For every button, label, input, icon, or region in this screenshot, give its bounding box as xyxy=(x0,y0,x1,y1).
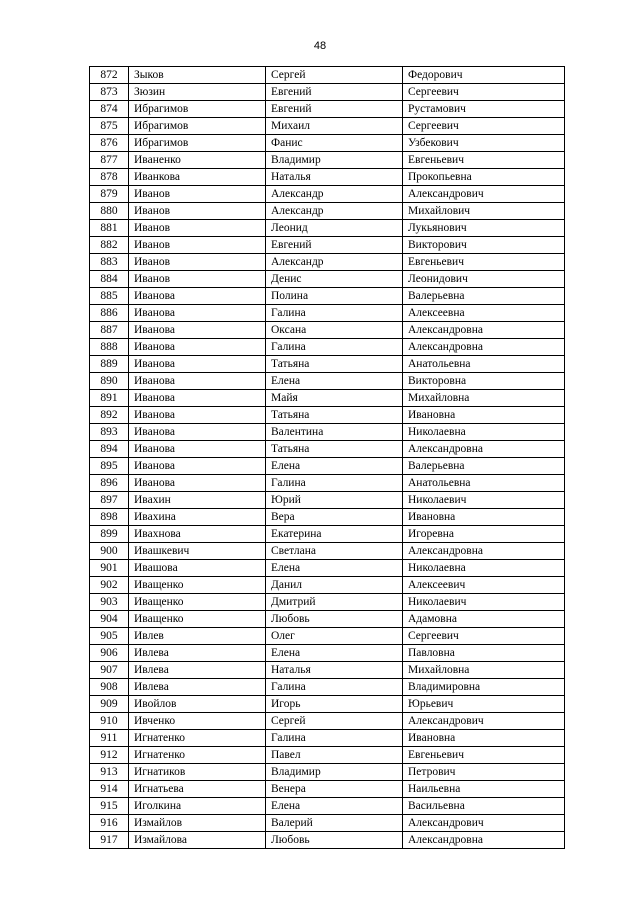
row-number: 916 xyxy=(90,815,129,832)
table-row xyxy=(90,356,565,373)
surname-cell: Ибрагимов xyxy=(129,135,266,152)
patronymic-cell: Николаевич xyxy=(403,594,565,611)
table-row xyxy=(90,526,565,543)
table-row xyxy=(90,730,565,747)
first-name-cell: Татьяна xyxy=(266,441,403,458)
surname-cell: Иванова xyxy=(129,339,266,356)
surname-cell: Иванов xyxy=(129,203,266,220)
patronymic-cell: Александрович xyxy=(403,186,565,203)
patronymic-cell: Михайловна xyxy=(403,662,565,679)
table-row xyxy=(90,628,565,645)
patronymic-cell: Александрович xyxy=(403,713,565,730)
row-number: 908 xyxy=(90,679,129,696)
first-name-cell: Сергей xyxy=(266,713,403,730)
row-number: 872 xyxy=(90,67,129,84)
row-number: 912 xyxy=(90,747,129,764)
patronymic-cell: Николаевна xyxy=(403,424,565,441)
surname-cell: Ивлева xyxy=(129,679,266,696)
table-row xyxy=(90,67,565,84)
surname-cell: Иващенко xyxy=(129,594,266,611)
patronymic-cell: Валерьевна xyxy=(403,458,565,475)
patronymic-cell: Михайловна xyxy=(403,390,565,407)
roster-table xyxy=(89,66,565,849)
surname-cell: Иванова xyxy=(129,373,266,390)
table-row xyxy=(90,645,565,662)
surname-cell: Иванов xyxy=(129,237,266,254)
row-number: 895 xyxy=(90,458,129,475)
first-name-cell: Галина xyxy=(266,339,403,356)
row-number: 901 xyxy=(90,560,129,577)
first-name-cell: Любовь xyxy=(266,832,403,849)
patronymic-cell: Валерьевна xyxy=(403,288,565,305)
table-row xyxy=(90,169,565,186)
table-row xyxy=(90,186,565,203)
surname-cell: Иванова xyxy=(129,458,266,475)
patronymic-cell: Викторович xyxy=(403,237,565,254)
surname-cell: Иванова xyxy=(129,475,266,492)
row-number: 910 xyxy=(90,713,129,730)
surname-cell: Иванова xyxy=(129,424,266,441)
table-row xyxy=(90,509,565,526)
patronymic-cell: Петрович xyxy=(403,764,565,781)
row-number: 888 xyxy=(90,339,129,356)
table-row xyxy=(90,764,565,781)
surname-cell: Иванов xyxy=(129,220,266,237)
patronymic-cell: Рустамович xyxy=(403,101,565,118)
row-number: 891 xyxy=(90,390,129,407)
table-row xyxy=(90,781,565,798)
first-name-cell: Светлана xyxy=(266,543,403,560)
table-row xyxy=(90,747,565,764)
table-row xyxy=(90,458,565,475)
row-number: 911 xyxy=(90,730,129,747)
table-row xyxy=(90,322,565,339)
row-number: 887 xyxy=(90,322,129,339)
table-row xyxy=(90,611,565,628)
first-name-cell: Оксана xyxy=(266,322,403,339)
first-name-cell: Дмитрий xyxy=(266,594,403,611)
row-number: 889 xyxy=(90,356,129,373)
patronymic-cell: Узбекович xyxy=(403,135,565,152)
first-name-cell: Александр xyxy=(266,186,403,203)
row-number: 882 xyxy=(90,237,129,254)
table-row xyxy=(90,237,565,254)
patronymic-cell: Сергеевич xyxy=(403,84,565,101)
first-name-cell: Евгений xyxy=(266,101,403,118)
first-name-cell: Павел xyxy=(266,747,403,764)
first-name-cell: Валентина xyxy=(266,424,403,441)
surname-cell: Иванова xyxy=(129,356,266,373)
surname-cell: Иващенко xyxy=(129,577,266,594)
patronymic-cell: Юрьевич xyxy=(403,696,565,713)
patronymic-cell: Ивановна xyxy=(403,730,565,747)
first-name-cell: Полина xyxy=(266,288,403,305)
row-number: 886 xyxy=(90,305,129,322)
patronymic-cell: Игоревна xyxy=(403,526,565,543)
surname-cell: Ивлев xyxy=(129,628,266,645)
row-number: 892 xyxy=(90,407,129,424)
table-row xyxy=(90,492,565,509)
patronymic-cell: Евгеньевич xyxy=(403,254,565,271)
first-name-cell: Юрий xyxy=(266,492,403,509)
table-row xyxy=(90,798,565,815)
patronymic-cell: Васильевна xyxy=(403,798,565,815)
first-name-cell: Игорь xyxy=(266,696,403,713)
row-number: 880 xyxy=(90,203,129,220)
patronymic-cell: Павловна xyxy=(403,645,565,662)
table-row xyxy=(90,288,565,305)
row-number: 903 xyxy=(90,594,129,611)
first-name-cell: Венера xyxy=(266,781,403,798)
first-name-cell: Данил xyxy=(266,577,403,594)
surname-cell: Ивахнова xyxy=(129,526,266,543)
surname-cell: Иванова xyxy=(129,305,266,322)
first-name-cell: Татьяна xyxy=(266,356,403,373)
patronymic-cell: Леонидович xyxy=(403,271,565,288)
table-row xyxy=(90,543,565,560)
surname-cell: Ивлева xyxy=(129,645,266,662)
row-number: 900 xyxy=(90,543,129,560)
row-number: 905 xyxy=(90,628,129,645)
patronymic-cell: Александровна xyxy=(403,339,565,356)
table-row xyxy=(90,305,565,322)
surname-cell: Иванов xyxy=(129,271,266,288)
surname-cell: Зюзин xyxy=(129,84,266,101)
table-row xyxy=(90,84,565,101)
table-row xyxy=(90,220,565,237)
first-name-cell: Евгений xyxy=(266,84,403,101)
first-name-cell: Вера xyxy=(266,509,403,526)
row-number: 917 xyxy=(90,832,129,849)
row-number: 914 xyxy=(90,781,129,798)
row-number: 913 xyxy=(90,764,129,781)
patronymic-cell: Александровна xyxy=(403,832,565,849)
page-number: 48 xyxy=(313,40,327,52)
table-row xyxy=(90,594,565,611)
surname-cell: Ивченко xyxy=(129,713,266,730)
surname-cell: Ивойлов xyxy=(129,696,266,713)
patronymic-cell: Алексеевич xyxy=(403,577,565,594)
table-row xyxy=(90,815,565,832)
row-number: 898 xyxy=(90,509,129,526)
surname-cell: Игнатенко xyxy=(129,730,266,747)
roster-body xyxy=(90,67,565,849)
patronymic-cell: Александрович xyxy=(403,815,565,832)
table-row xyxy=(90,203,565,220)
row-number: 904 xyxy=(90,611,129,628)
surname-cell: Игнатиков xyxy=(129,764,266,781)
row-number: 915 xyxy=(90,798,129,815)
patronymic-cell: Александровна xyxy=(403,441,565,458)
table-row xyxy=(90,407,565,424)
first-name-cell: Валерий xyxy=(266,815,403,832)
surname-cell: Измайлова xyxy=(129,832,266,849)
row-number: 879 xyxy=(90,186,129,203)
patronymic-cell: Сергеевич xyxy=(403,118,565,135)
patronymic-cell: Ивановна xyxy=(403,509,565,526)
row-number: 884 xyxy=(90,271,129,288)
row-number: 890 xyxy=(90,373,129,390)
row-number: 897 xyxy=(90,492,129,509)
table-row xyxy=(90,135,565,152)
first-name-cell: Елена xyxy=(266,645,403,662)
first-name-cell: Евгений xyxy=(266,237,403,254)
surname-cell: Измайлов xyxy=(129,815,266,832)
patronymic-cell: Александровна xyxy=(403,322,565,339)
row-number: 878 xyxy=(90,169,129,186)
table-row xyxy=(90,475,565,492)
table-row xyxy=(90,441,565,458)
table-row xyxy=(90,271,565,288)
first-name-cell: Елена xyxy=(266,798,403,815)
patronymic-cell: Николаевич xyxy=(403,492,565,509)
first-name-cell: Владимир xyxy=(266,764,403,781)
first-name-cell: Денис xyxy=(266,271,403,288)
patronymic-cell: Александровна xyxy=(403,543,565,560)
surname-cell: Иващенко xyxy=(129,611,266,628)
first-name-cell: Галина xyxy=(266,305,403,322)
row-number: 902 xyxy=(90,577,129,594)
first-name-cell: Екатерина xyxy=(266,526,403,543)
table-row xyxy=(90,679,565,696)
surname-cell: Иванова xyxy=(129,390,266,407)
first-name-cell: Галина xyxy=(266,679,403,696)
patronymic-cell: Анатольевна xyxy=(403,356,565,373)
first-name-cell: Елена xyxy=(266,373,403,390)
row-number: 881 xyxy=(90,220,129,237)
table-row xyxy=(90,118,565,135)
surname-cell: Иголкина xyxy=(129,798,266,815)
first-name-cell: Наталья xyxy=(266,169,403,186)
patronymic-cell: Сергеевич xyxy=(403,628,565,645)
surname-cell: Иванова xyxy=(129,441,266,458)
first-name-cell: Михаил xyxy=(266,118,403,135)
surname-cell: Ибрагимов xyxy=(129,118,266,135)
surname-cell: Игнатьева xyxy=(129,781,266,798)
table-row xyxy=(90,424,565,441)
surname-cell: Иваненко xyxy=(129,152,266,169)
surname-cell: Ибрагимов xyxy=(129,101,266,118)
table-row xyxy=(90,101,565,118)
row-number: 874 xyxy=(90,101,129,118)
patronymic-cell: Михайлович xyxy=(403,203,565,220)
table-row xyxy=(90,254,565,271)
surname-cell: Иванова xyxy=(129,407,266,424)
row-number: 883 xyxy=(90,254,129,271)
first-name-cell: Александр xyxy=(266,203,403,220)
table-row xyxy=(90,577,565,594)
table-row xyxy=(90,832,565,849)
patronymic-cell: Ивановна xyxy=(403,407,565,424)
patronymic-cell: Адамовна xyxy=(403,611,565,628)
surname-cell: Иванова xyxy=(129,288,266,305)
first-name-cell: Леонид xyxy=(266,220,403,237)
table-row xyxy=(90,339,565,356)
row-number: 875 xyxy=(90,118,129,135)
row-number: 893 xyxy=(90,424,129,441)
row-number: 885 xyxy=(90,288,129,305)
patronymic-cell: Лукьянович xyxy=(403,220,565,237)
first-name-cell: Наталья xyxy=(266,662,403,679)
surname-cell: Зыков xyxy=(129,67,266,84)
table-row xyxy=(90,662,565,679)
first-name-cell: Галина xyxy=(266,730,403,747)
table-row xyxy=(90,713,565,730)
surname-cell: Ивахин xyxy=(129,492,266,509)
row-number: 876 xyxy=(90,135,129,152)
first-name-cell: Галина xyxy=(266,475,403,492)
first-name-cell: Сергей xyxy=(266,67,403,84)
table-row xyxy=(90,373,565,390)
surname-cell: Ивашкевич xyxy=(129,543,266,560)
patronymic-cell: Прокопьевна xyxy=(403,169,565,186)
patronymic-cell: Владимировна xyxy=(403,679,565,696)
first-name-cell: Любовь xyxy=(266,611,403,628)
row-number: 906 xyxy=(90,645,129,662)
first-name-cell: Елена xyxy=(266,560,403,577)
row-number: 877 xyxy=(90,152,129,169)
patronymic-cell: Анатольевна xyxy=(403,475,565,492)
table-row xyxy=(90,390,565,407)
first-name-cell: Фанис xyxy=(266,135,403,152)
first-name-cell: Владимир xyxy=(266,152,403,169)
surname-cell: Иванов xyxy=(129,186,266,203)
patronymic-cell: Евгеньевич xyxy=(403,152,565,169)
row-number: 894 xyxy=(90,441,129,458)
table-row xyxy=(90,560,565,577)
patronymic-cell: Викторовна xyxy=(403,373,565,390)
surname-cell: Ивлева xyxy=(129,662,266,679)
surname-cell: Игнатенко xyxy=(129,747,266,764)
row-number: 907 xyxy=(90,662,129,679)
patronymic-cell: Наильевна xyxy=(403,781,565,798)
table-row xyxy=(90,696,565,713)
first-name-cell: Майя xyxy=(266,390,403,407)
first-name-cell: Татьяна xyxy=(266,407,403,424)
first-name-cell: Александр xyxy=(266,254,403,271)
first-name-cell: Елена xyxy=(266,458,403,475)
patronymic-cell: Евгеньевич xyxy=(403,747,565,764)
patronymic-cell: Алексеевна xyxy=(403,305,565,322)
row-number: 899 xyxy=(90,526,129,543)
table-row xyxy=(90,152,565,169)
row-number: 909 xyxy=(90,696,129,713)
surname-cell: Иванов xyxy=(129,254,266,271)
patronymic-cell: Николаевна xyxy=(403,560,565,577)
row-number: 896 xyxy=(90,475,129,492)
surname-cell: Ивахина xyxy=(129,509,266,526)
surname-cell: Иванкова xyxy=(129,169,266,186)
patronymic-cell: Федорович xyxy=(403,67,565,84)
row-number: 873 xyxy=(90,84,129,101)
surname-cell: Ивашова xyxy=(129,560,266,577)
first-name-cell: Олег xyxy=(266,628,403,645)
surname-cell: Иванова xyxy=(129,322,266,339)
